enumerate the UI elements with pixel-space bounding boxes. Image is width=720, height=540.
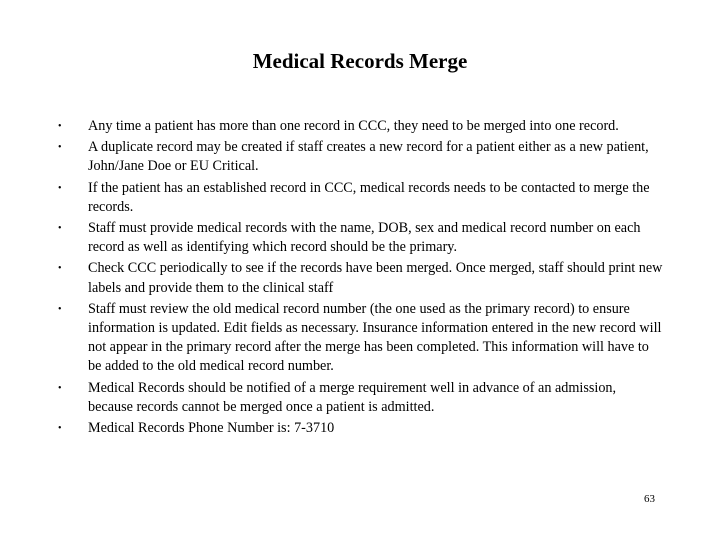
bullet-text: A duplicate record may be created if staff creates a new record for a patient either as a new patient, John/Jane Doe or EU Critical. xyxy=(88,139,649,175)
bullet-icon: • xyxy=(58,223,62,235)
bullet-icon: • xyxy=(58,423,62,435)
bullet-icon: • xyxy=(58,303,62,315)
bullet-text: Any time a patient has more than one record in CCC, they need to be merged into one record. xyxy=(88,118,619,134)
bullet-item xyxy=(54,419,664,438)
bullet-text: Staff must provide medical records with the name, DOB, sex and medical record number on each record as well as identifying which record should be the primary. xyxy=(88,220,641,256)
bullet-text: Check CCC periodically to see if the records have been merged. Once merged, staff should print new labels and provide them to the clinical staff xyxy=(88,260,663,296)
slide-title: Medical Records Merge xyxy=(252,49,468,73)
bullet-icon: • xyxy=(58,182,62,194)
bullet-item xyxy=(54,259,664,297)
bullet-item xyxy=(54,117,664,136)
bullet-icon: • xyxy=(58,121,62,132)
bullet-text: Medical Records should be notified of a merge requirement well in advance of an admission, because records cannot be merged once a patient is admitted. xyxy=(88,379,617,415)
bullet-icon: • xyxy=(58,142,62,154)
bullet-text: Staff must review the old medical record number (the one used as the primary record) to ensure information is updated. Edit fields as necessary. Insurance information entered in the new record will not appear in the primary record after the merge has been completed. This information will have to be added to the old medical record number. xyxy=(88,300,662,375)
page-number: 63 xyxy=(644,493,655,505)
bullet-text: Medical Records Phone Number is: 7-3710 xyxy=(88,420,335,437)
bullet-item xyxy=(54,138,664,176)
bullet-list xyxy=(54,117,664,440)
bullet-item xyxy=(54,300,664,377)
bullet-item xyxy=(54,179,664,217)
bullet-item xyxy=(54,219,664,257)
bullet-icon: • xyxy=(58,382,62,394)
bullet-icon: • xyxy=(58,263,62,275)
bullet-item xyxy=(54,379,664,417)
bullet-text: If the patient has an established record in CCC, medical records needs to be contacted to merge the records. xyxy=(88,179,650,215)
